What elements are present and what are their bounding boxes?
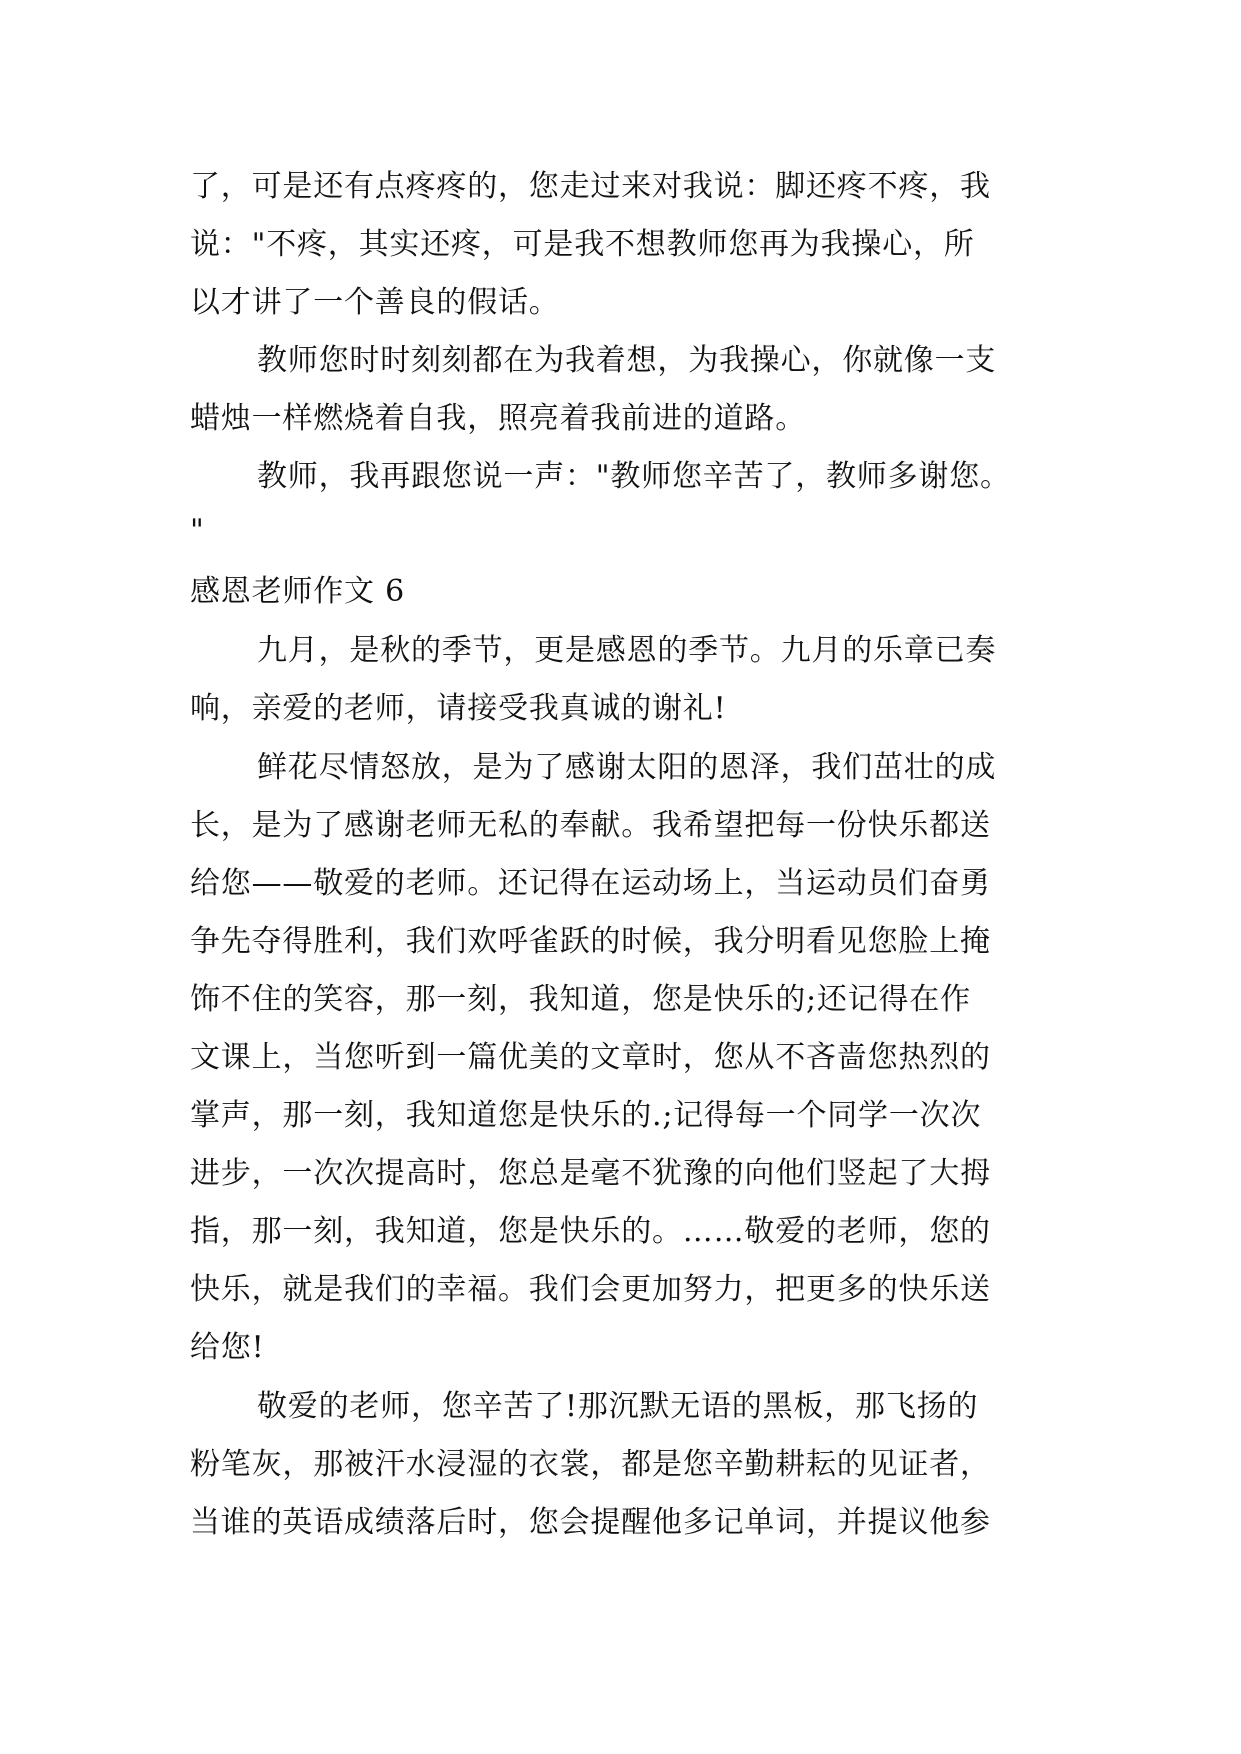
text-line: 给您——敬爱的老师。还记得在运动场上，当运动员们奋勇	[190, 866, 991, 901]
text-line: 了，可是还有点疼疼的，您走过来对我说：脚还疼不疼，我	[190, 169, 991, 204]
text-line: 当谁的英语成绩落后时，您会提醒他多记单词，并提议他参	[190, 1505, 991, 1540]
paragraph-first-line: 教师，我再跟您说一声："教师您辛苦了，教师多谢您。	[257, 459, 1011, 494]
paragraph-first-line: 九月，是秋的季节，更是感恩的季节。九月的乐章已奏	[257, 633, 997, 668]
text-line: 指，那一刻，我知道，您是快乐的。……敬爱的老师，您的	[190, 1214, 991, 1249]
text-line: 文课上，当您听到一篇优美的文章时，您从不吝啬您热烈的	[190, 1040, 991, 1075]
text-line: 说："不疼，其实还疼，可是我不想教师您再为我操心，所	[190, 227, 975, 262]
paragraph-first-line: 鲜花尽情怒放，是为了感谢太阳的恩泽，我们茁壮的成	[257, 750, 997, 785]
text-line: 饰不住的笑容，那一刻，我知道，您是快乐的;还记得在作	[190, 982, 971, 1017]
paragraph-first-line: 敬爱的老师，您辛苦了!那沉默无语的黑板，那飞扬的	[257, 1389, 979, 1424]
text-line: 粉笔灰，那被汗水浸湿的衣裳，都是您辛勤耕耘的见证者，	[190, 1447, 991, 1482]
text-line: 进步，一次次提高时，您总是毫不犹豫的向他们竖起了大拇	[190, 1156, 991, 1191]
text-line: 给您!	[190, 1330, 265, 1365]
text-line: 长，是为了感谢老师无私的奉献。我希望把每一份快乐都送	[190, 808, 991, 843]
text-line: 以才讲了一个善良的假话。	[190, 285, 560, 320]
text-line: 蜡烛一样燃烧着自我，照亮着我前进的道路。	[190, 401, 806, 436]
text-line: 掌声，那一刻，我知道您是快乐的.;记得每一个同学一次次	[190, 1098, 982, 1133]
section-heading: 感恩老师作文 6	[190, 574, 406, 609]
paragraph-first-line: 教师您时时刻刻都在为我着想，为我操心，你就像一支	[257, 343, 997, 378]
text-line: 争先夺得胜利，我们欢呼雀跃的时候，我分明看见您脸上掩	[190, 924, 991, 959]
text-line: 快乐，就是我们的幸福。我们会更加努力，把更多的快乐送	[190, 1272, 991, 1307]
text-line: 响，亲爱的老师，请接受我真诚的谢礼!	[190, 691, 727, 726]
text-line: "	[190, 513, 205, 548]
